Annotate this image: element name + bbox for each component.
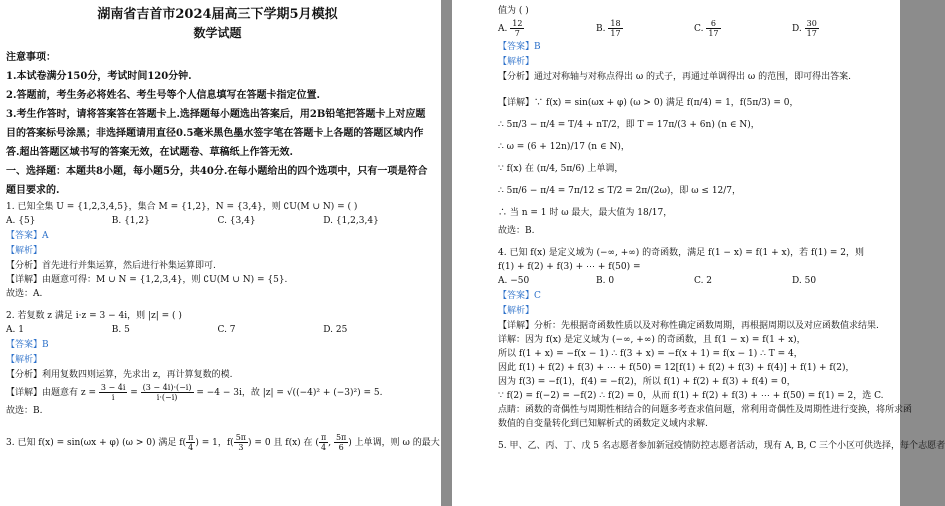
q4-detail-3: 所以 f(1 + x) = −f(x − 1) ∴ f(3 + x) = −f(x + 1) = f(x − 1) ∴ T = 4， [498, 349, 803, 359]
q3-frac-i2 [334, 433, 348, 452]
q3-option-c-label: C. [694, 24, 704, 34]
q3-detail-2: ∴ 5π/3 − π/4 = T/4 + nT/2，即 T = 17π/(3 + 6n) (n ∈ N)， [498, 120, 760, 130]
q3-stem-d: ) 上单调，则 ω 的最大 [348, 438, 440, 448]
q3-i2-den: 6 [338, 443, 344, 452]
notice-3: 3.考生作答时，请将答案答在答题卡上.选择题每小题选出答案后，用2B铅笔把答题卡上对应题目的答案标号涂黑；非选择题请用直径0.5毫米黑色墨水签字笔在答题卡上各题的答题区域内作答.超出答题区域书写的答案无效，在试题卷、草稿纸上作答无效. [6, 109, 426, 158]
q1-analysis-label: 【解析】 [6, 246, 43, 256]
q1-fenxi: 【分析】首先进行并集运算，然后进行补集运算即可. [6, 261, 216, 271]
q3-stem-c: ) = 0 且 f(x) 在 ( [248, 438, 319, 448]
q3-f2-num: 5π [235, 433, 247, 442]
q4-option-d: D. 50 [792, 276, 817, 286]
q4-detail-1: 【详解】分析：先根据奇函数性质以及对称性确定函数周期，再根据周期以及对应函数值求结果. [498, 321, 879, 331]
q1-option-c: C. {3,4} [217, 216, 256, 226]
q3-f1-den: 4 [188, 443, 194, 452]
notice-1: 1.本试卷满分150分，考试时间120分钟. [6, 71, 192, 82]
q3-analysis-label: 【解析】 [498, 57, 535, 67]
q3-option-d-num: 30 [806, 19, 817, 28]
q4-option-c: C. 2 [694, 276, 713, 286]
q4-detail-5: 因为 f(3) = −f(1)，f(4) = −f(2)，所以 f(1) + f(2) + f(3) + f(4) = 0， [498, 377, 796, 387]
q3-i1-den: 4 [321, 443, 327, 452]
q3-option-a-den: 7 [514, 29, 520, 38]
q3-stem: 3. 已知 f(x) = sin(ωx + φ) (ω > 0) 满足 f( $\frac{\pi}{4}$ ) = 1，f( $\frac{5\pi}{3}$ ) = 0 且 f(x) 在 ( $\frac{\pi}{4}$ , $\frac{5\pi}{6}$ ) 上单调，则 ω 的最大 [6, 433, 440, 452]
q3-frac-i1 [319, 433, 328, 452]
q3-fenxi: 【分析】通过对称轴与对称点得出 ω 的式子，再通过单调得出 ω 的范围，即可得出答案. [498, 72, 851, 82]
q3-option-c-num: 6 [706, 19, 720, 29]
q3-option-d-den: 17 [806, 29, 817, 38]
q3-stem-b: ) = 1，f( [195, 438, 234, 448]
q4-detail-7: 点睛：函数的奇偶性与周期性相结合的问题多考查求值问题，常利用奇偶性及周期性进行变换，将所求函 [498, 405, 913, 415]
q3-option-b-num: 18 [610, 19, 621, 28]
section-heading: 一、选择题：本题共8小题，每小题5分，共40分.在每小题给出的四个选项中，只有一项是符合题目要求的. [6, 166, 428, 196]
q4-analysis-label: 【解析】 [498, 306, 535, 316]
q3-option-b-den: 17 [610, 29, 621, 38]
q4-detail-8: 数值的自变量转化到已知解析式的函数定义域内求解. [498, 419, 708, 429]
q3-i1-num: π [320, 433, 327, 442]
q4-detail-4: 因此 f(1) + f(2) + f(3) + ⋯ + f(50) = 12[f(1) + f(2) + f(3) + f(4)] + f(1) + f(2)， [498, 363, 855, 373]
q3-f1-num: π [188, 433, 194, 442]
q3-frac-f2 [234, 433, 248, 452]
q3-i2-num: 5π [335, 433, 347, 442]
q3-stem-a: 3. 已知 f(x) = sin(ωx + φ) (ω > 0) 满足 f( [6, 438, 187, 448]
q4-detail-6: ∵ f(2) = f(−2) = −f(2) ∴ f(2) = 0，从而 f(1) + f(2) + f(3) + ⋯ + f(50) = f(1) = 2，选 C. [498, 391, 884, 401]
q3-detail-5: ∴ 5π/6 − π/4 = 7π/12 ≤ T/2 = 2π/(2ω)，即 ω ≤ 12/7， [498, 186, 742, 196]
q3-option-c [694, 18, 792, 40]
q3-continuation: 值为 ( ) [498, 6, 529, 16]
q3-option-d [792, 18, 890, 40]
left-page [0, 0, 441, 506]
q3-option-a-frac [510, 19, 524, 38]
q3-option-a-num: 12 [512, 19, 523, 28]
q2-frac2-num: (3 − 4i)·(−i) [142, 383, 192, 392]
q4-stem-2: f(1) + f(2) + f(3) + ⋯ + f(50) = [498, 262, 641, 272]
q2-option-c: C. 7 [217, 325, 236, 335]
q3-detail-3: ∴ ω = (6 + 12n)/17 (n ∈ N)， [498, 142, 630, 152]
q3-option-d-label: D. [792, 24, 802, 34]
q1-option-d: D. {1,2,3,4} [323, 216, 379, 226]
q3-option-c-frac [706, 19, 720, 38]
q3-f2-den: 3 [238, 443, 244, 452]
q2-frac2-den: i·(−i) [156, 393, 178, 402]
q3-option-d-frac [805, 19, 819, 38]
q3-option-b-label: B. [596, 24, 606, 34]
q2-conclusion: 故选：B. [6, 406, 43, 416]
q2-option-d: D. 25 [323, 325, 348, 335]
q3-options [498, 18, 890, 40]
q2-detail-a: 【详解】由题意有 z = [6, 388, 99, 398]
q3-detail-4: ∵ f(x) 在 (π/4, 5π/6) 上单调， [498, 164, 624, 174]
q3-conclusion: 故选：B. [498, 226, 535, 236]
q1-detail: 【详解】由题意可得：M ∪ N = {1,2,3,4}，则 ∁U(M ∪ N) = {5}. [6, 275, 288, 285]
q2-option-b: B. 5 [111, 325, 130, 335]
q1-stem: 1. 已知全集 U = {1,2,3,4,5}，集合 M = {1,2}，N = {3,4}，则 ∁U(M ∪ N) = ( ) [6, 202, 358, 212]
q2-detail: 【详解】由题意有 z = $\frac{3 - 4i}{i}$ = $\frac{(3 - 4i)\cdot(-i)}{i\cdot(-i)}$ = −4 − 3i，故 |z| = √((−4)² + (−3)²) = 5. [6, 383, 383, 402]
q3-option-a [498, 18, 596, 40]
q4-stem: 4. 已知 f(x) 是定义域为 (−∞, +∞) 的奇函数，满足 f(1 − x) = f(1 + x)，若 f(1) = 2，则 [498, 248, 865, 258]
q1-option-b: B. {1,2} [111, 216, 150, 226]
q4-option-b: B. 0 [596, 276, 615, 286]
q4-options [498, 274, 890, 289]
q2-fenxi: 【分析】利用复数四则运算，先求出 z，再计算复数的模. [6, 370, 233, 380]
q4-option-a: A. −50 [498, 276, 530, 286]
q3-answer: 【答案】B [498, 42, 541, 52]
q3-option-b [596, 18, 694, 40]
document-subtitle: 数学试题 [193, 26, 242, 40]
q2-answer: 【答案】B [6, 340, 49, 350]
q4-detail-2: 详解：因为 f(x) 是定义域为 (−∞, +∞) 的奇函数，且 f(1 − x) = f(1 + x)， [498, 335, 806, 345]
notice-heading: 注意事项： [6, 52, 56, 63]
q2-frac2 [141, 383, 194, 402]
q3-option-c-den: 17 [708, 29, 719, 38]
q2-detail-b: = −4 − 3i，故 |z| = √((−4)² + (−3)²) = 5. [193, 388, 383, 398]
q3-frac-f1 [186, 433, 195, 452]
q1-conclusion: 故选：A. [6, 289, 43, 299]
q3-detail-1: 【详解】∵ f(x) = sin(ωx + φ) (ω > 0) 满足 f(π/4) = 1，f(5π/3) = 0， [498, 98, 799, 108]
q2-options [6, 323, 429, 338]
q2-analysis-label: 【解析】 [6, 355, 43, 365]
q1-answer: 【答案】A [6, 231, 49, 241]
q2-frac1 [99, 383, 128, 402]
q3-option-b-frac [608, 19, 622, 38]
q2-option-a: A. 1 [6, 325, 24, 335]
q5-stem: 5. 甲、乙、丙、丁、戊 5 名志愿者参加新冠疫情防控志愿者活动，现有 A, B, C 三个小区可供选择，每个志愿者 [498, 441, 945, 451]
q1-option-a: A. {5} [6, 216, 36, 226]
q4-answer: 【答案】C [498, 291, 541, 301]
document-title: 湖南省吉首市2024届高三下学期5月模拟 [97, 7, 338, 22]
q2-frac1-num: 3 − 4i [100, 383, 126, 392]
q1-options [6, 214, 429, 229]
q2-stem: 2. 若复数 z 满足 i·z = 3 − 4i，则 |z| = ( ) [6, 311, 182, 321]
notice-2: 2.答题前，考生务必将姓名、考生号等个人信息填写在答题卡指定位置. [6, 90, 320, 101]
q3-detail-6: ∴ 当 n = 1 时 ω 最大，最大值为 18/17， [498, 208, 673, 218]
q3-option-a-label: A. [498, 24, 508, 34]
right-page [452, 0, 945, 506]
q2-frac1-den: i [111, 393, 115, 402]
